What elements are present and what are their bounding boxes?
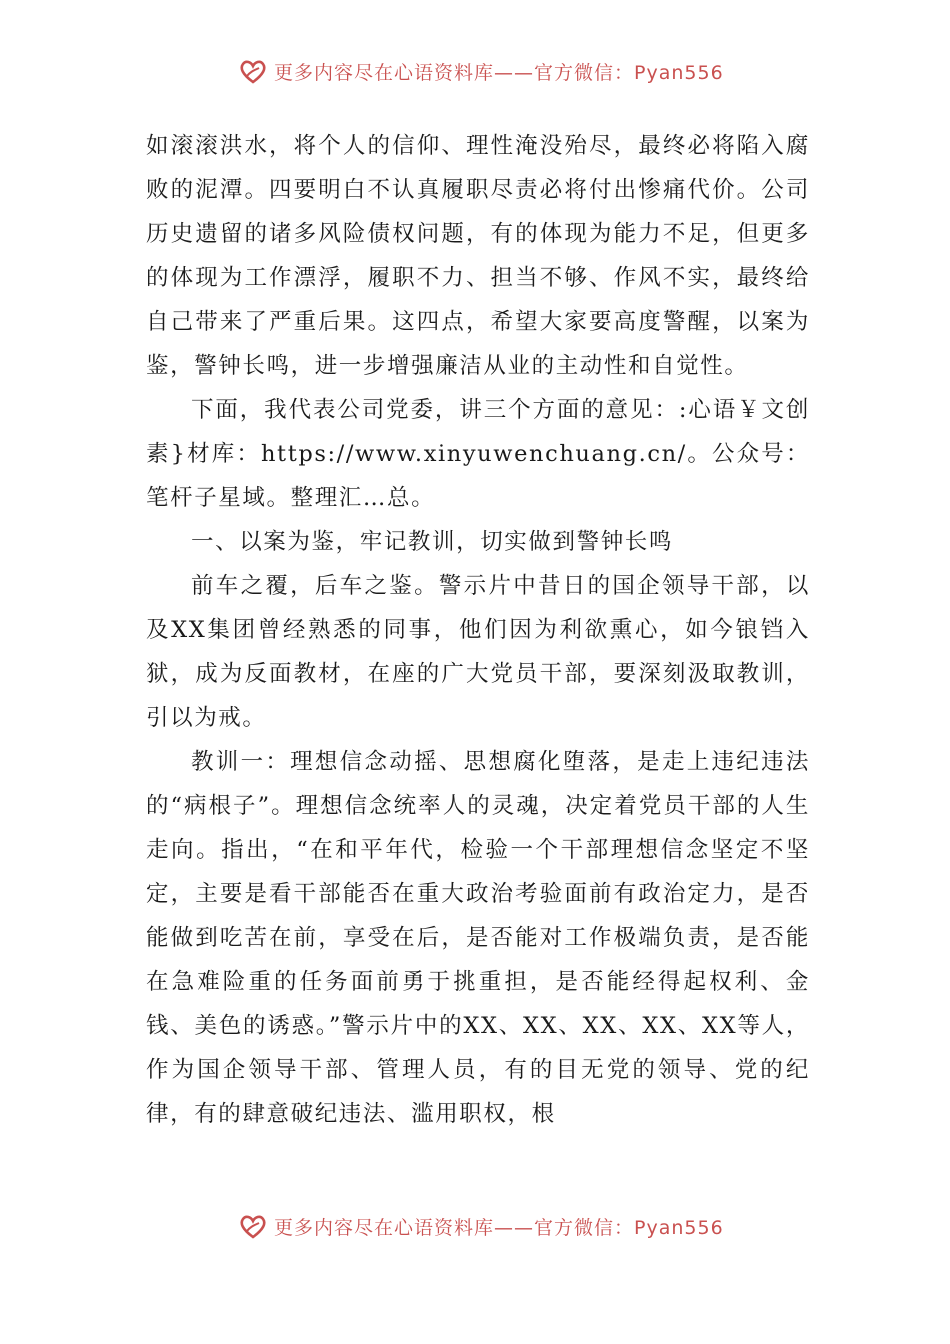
banner-text: 更多内容尽在心语资料库——官方微信：Pyan556 <box>274 1216 724 1239</box>
banner-text: 更多内容尽在心语资料库——官方微信：Pyan556 <box>274 61 724 84</box>
heart-logo-icon <box>238 1211 268 1241</box>
footer-banner <box>0 1203 950 1243</box>
section-heading: 一、以案为鉴，牢记教训，切实做到警钟长鸣 <box>191 529 674 555</box>
document-body <box>146 124 810 1136</box>
header-banner <box>0 48 950 88</box>
paragraph-intro: 下面，我代表公司党委，讲三个方面的意见：:心语￥文创素}材库：https://www.xinyuwenchuang.cn/。公众号：笔杆子星域。整理汇…总。 <box>146 397 810 511</box>
paragraph-continued: 如滚滚洪水，将个人的信仰、理性淹没殆尽，最终必将陷入腐败的泥潭。四要明白不认真履职尽责必将付出惨痛代价。公司历史遗留的诸多风险债权问题，有的体现为能力不足，但更多的体现为工作漂浮，履职不力、担当不够、作风不实，最终给自己带来了严重后果。这四点，希望大家要高度警醒，以案为鉴，警钟长鸣，进一步增强廉洁从业的主动性和自觉性。 <box>146 133 810 379</box>
heart-logo-icon <box>238 56 268 86</box>
paragraph-lesson-one: 教训一：理想信念动摇、思想腐化堕落，是走上违纪违法的“病根子”。理想信念统率人的灵魂，决定着党员干部的人生走向。指出，“在和平年代，检验一个干部理想信念坚定不坚定，主要是看干部能否在重大政治考验面前有政治定力，是否能做到吃苦在前，享受在后，是否能对工作极端负责，是否能在急难险重的任务面前勇于挑重担，是否能经得起权利、金钱、美色的诱惑。”警示片中的XX、XX、XX、XX、XX等人，作为国企领导干部、管理人员，有的目无党的领导、党的纪律，有的肆意破纪违法、滥用职权，根 <box>146 749 810 1127</box>
paragraph: 前车之覆，后车之鉴。警示片中昔日的国企领导干部，以及XX集团曾经熟悉的同事，他们因为利欲熏心，如今锒铛入狱，成为反面教材，在座的广大党员干部，要深刻汲取教训，引以为戒。 <box>146 573 810 731</box>
